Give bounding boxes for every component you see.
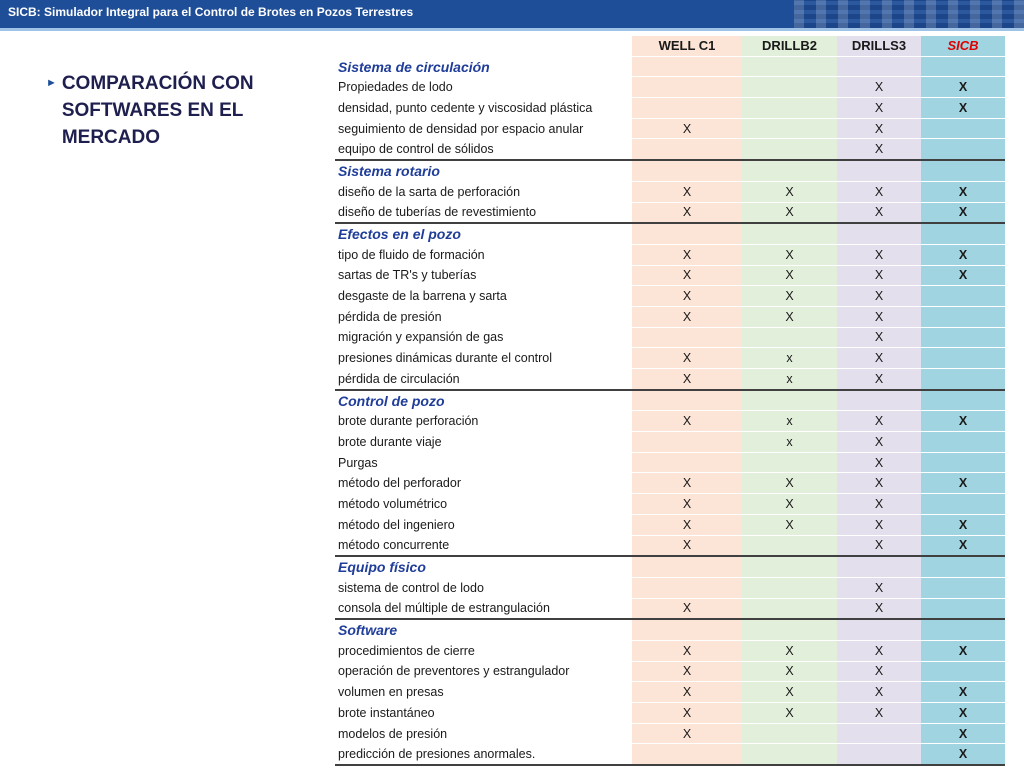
header-bar [0,0,1024,28]
column-header-sicb: SICB [921,36,1005,56]
feature-label: equipo de control de sólidos [335,139,632,160]
table-row [335,494,1005,515]
category-cell-sicb [921,223,1005,244]
mark-cell-drillb2: X [742,473,837,494]
category-row [335,619,1005,640]
mark-cell-sicb: X [921,723,1005,744]
mark-cell-drills3: X [837,202,921,223]
feature-label: diseño de la sarta de perforación [335,181,632,202]
feature-label: método concurrente [335,535,632,556]
table-row [335,327,1005,348]
mark-cell-drillb2 [742,139,837,160]
feature-label: presiones dinámicas durante el control [335,348,632,369]
mark-cell-drills3: X [837,661,921,682]
category-title: Control de pozo [335,390,632,411]
feature-label: densidad, punto cedente y viscosidad plástica [335,98,632,119]
comparison-table [335,36,1005,766]
category-cell-drills3 [837,390,921,411]
feature-label: desgaste de la barrena y sarta [335,286,632,307]
mark-cell-well-c1: X [632,306,742,327]
mark-cell-sicb: X [921,77,1005,98]
triangle-right-icon: ► [46,77,57,89]
mark-cell-well-c1 [632,432,742,453]
mark-cell-drillb2 [742,723,837,744]
mark-cell-sicb: X [921,181,1005,202]
column-header-drillb2: DRILLB2 [742,36,837,56]
feature-label: método del ingeniero [335,514,632,535]
mark-cell-sicb: X [921,535,1005,556]
mark-cell-sicb: X [921,744,1005,765]
category-cell-well-c1 [632,56,742,77]
mark-cell-drills3: X [837,473,921,494]
category-row [335,390,1005,411]
mark-cell-well-c1: X [632,661,742,682]
header-decoration [794,0,1024,28]
category-cell-drillb2 [742,556,837,577]
table-row [335,703,1005,724]
feature-label: brote durante perforación [335,411,632,432]
category-cell-drillb2 [742,390,837,411]
header-title: SICB: Simulador Integral para el Control de Brotes en Pozos Terrestres [8,5,414,19]
mark-cell-drillb2: X [742,265,837,286]
mark-cell-well-c1: X [632,265,742,286]
mark-cell-drills3: X [837,348,921,369]
mark-cell-well-c1 [632,77,742,98]
mark-cell-drills3: X [837,432,921,453]
category-row [335,56,1005,77]
mark-cell-sicb: X [921,202,1005,223]
table-row [335,535,1005,556]
mark-cell-well-c1: X [632,181,742,202]
table-row [335,118,1005,139]
mark-cell-drillb2: x [742,432,837,453]
mark-cell-drills3: X [837,139,921,160]
slide-title: COMPARACIÓN CON SOFTWARES EN EL MERCADO [61,73,254,148]
category-cell-well-c1 [632,619,742,640]
table-row [335,77,1005,98]
mark-cell-drills3: X [837,535,921,556]
category-title: Efectos en el pozo [335,223,632,244]
mark-cell-well-c1 [632,452,742,473]
feature-label: tipo de fluido de formación [335,244,632,265]
table-row [335,244,1005,265]
column-header-well-c1: WELL C1 [632,36,742,56]
category-cell-well-c1 [632,223,742,244]
category-cell-drillb2 [742,160,837,181]
category-cell-sicb [921,619,1005,640]
feature-label: brote durante viaje [335,432,632,453]
feature-label: método del perforador [335,473,632,494]
mark-cell-sicb: X [921,411,1005,432]
category-title: Sistema de circulación [335,56,632,77]
feature-label: pérdida de circulación [335,369,632,390]
mark-cell-well-c1: X [632,369,742,390]
feature-label: pérdida de presión [335,306,632,327]
category-cell-drills3 [837,160,921,181]
feature-label: operación de preventores y estrangulador [335,661,632,682]
mark-cell-sicb [921,598,1005,619]
mark-cell-drills3: X [837,411,921,432]
mark-cell-sicb [921,306,1005,327]
category-cell-sicb [921,556,1005,577]
category-title: Equipo físico [335,556,632,577]
table-row [335,682,1005,703]
mark-cell-well-c1: X [632,494,742,515]
mark-cell-well-c1: X [632,118,742,139]
table-row [335,181,1005,202]
mark-cell-sicb [921,139,1005,160]
mark-cell-drills3: X [837,244,921,265]
mark-cell-well-c1: X [632,244,742,265]
mark-cell-drills3: X [837,327,921,348]
mark-cell-drills3: X [837,369,921,390]
mark-cell-well-c1 [632,327,742,348]
category-cell-drillb2 [742,56,837,77]
table-row [335,286,1005,307]
mark-cell-drills3: X [837,452,921,473]
feature-column-header [335,36,632,56]
table-row [335,202,1005,223]
mark-cell-drills3: X [837,514,921,535]
mark-cell-well-c1 [632,744,742,765]
table-row [335,640,1005,661]
mark-cell-sicb [921,577,1005,598]
category-row [335,160,1005,181]
mark-cell-drillb2 [742,452,837,473]
header-divider [0,28,1024,31]
feature-label: sartas de TR's y tuberías [335,265,632,286]
mark-cell-drills3: X [837,703,921,724]
table-row [335,369,1005,390]
mark-cell-drills3 [837,744,921,765]
mark-cell-well-c1: X [632,514,742,535]
mark-cell-drillb2: x [742,348,837,369]
mark-cell-drillb2: X [742,202,837,223]
mark-cell-sicb: X [921,703,1005,724]
mark-cell-drillb2: X [742,682,837,703]
mark-cell-sicb [921,286,1005,307]
mark-cell-drillb2: X [742,661,837,682]
mark-cell-drills3: X [837,286,921,307]
feature-label: brote instantáneo [335,703,632,724]
category-cell-drills3 [837,556,921,577]
feature-label: Propiedades de lodo [335,77,632,98]
feature-label: seguimiento de densidad por espacio anular [335,118,632,139]
table-row [335,473,1005,494]
category-cell-drills3 [837,223,921,244]
table-row [335,98,1005,119]
mark-cell-drillb2 [742,327,837,348]
table-row [335,723,1005,744]
mark-cell-drillb2 [742,535,837,556]
mark-cell-well-c1 [632,98,742,119]
mark-cell-sicb [921,661,1005,682]
mark-cell-well-c1: X [632,723,742,744]
table-row [335,661,1005,682]
category-cell-drills3 [837,56,921,77]
mark-cell-well-c1: X [632,411,742,432]
mark-cell-drillb2: X [742,244,837,265]
feature-label: Purgas [335,452,632,473]
mark-cell-sicb: X [921,265,1005,286]
category-row [335,556,1005,577]
mark-cell-sicb: X [921,98,1005,119]
table-header-row [335,36,1005,56]
feature-label: sistema de control de lodo [335,577,632,598]
mark-cell-sicb: X [921,244,1005,265]
category-cell-sicb [921,390,1005,411]
mark-cell-drillb2 [742,598,837,619]
table-row [335,744,1005,765]
mark-cell-drills3: X [837,118,921,139]
mark-cell-drillb2: X [742,703,837,724]
mark-cell-drillb2: X [742,640,837,661]
category-cell-well-c1 [632,160,742,181]
category-row [335,223,1005,244]
category-cell-drillb2 [742,223,837,244]
mark-cell-drills3: X [837,577,921,598]
mark-cell-well-c1: X [632,703,742,724]
mark-cell-drillb2: X [742,286,837,307]
mark-cell-sicb: X [921,640,1005,661]
feature-label: consola del múltiple de estrangulación [335,598,632,619]
table-row [335,452,1005,473]
mark-cell-well-c1: X [632,682,742,703]
mark-cell-drillb2 [742,98,837,119]
feature-label: predicción de presiones anormales. [335,744,632,765]
mark-cell-well-c1 [632,577,742,598]
mark-cell-drillb2: X [742,181,837,202]
category-cell-drillb2 [742,619,837,640]
feature-label: método volumétrico [335,494,632,515]
mark-cell-drills3: X [837,598,921,619]
table-row [335,577,1005,598]
feature-label: migración y expansión de gas [335,327,632,348]
mark-cell-drillb2: x [742,411,837,432]
mark-cell-drillb2 [742,77,837,98]
mark-cell-drills3: X [837,682,921,703]
mark-cell-drillb2 [742,118,837,139]
table-body [335,56,1005,765]
column-header-drills3: DRILLS3 [837,36,921,56]
mark-cell-drills3: X [837,306,921,327]
mark-cell-sicb: X [921,682,1005,703]
mark-cell-well-c1: X [632,598,742,619]
mark-cell-sicb [921,118,1005,139]
mark-cell-drills3: X [837,640,921,661]
mark-cell-well-c1: X [632,286,742,307]
slide-bullet [46,70,316,151]
mark-cell-sicb: X [921,514,1005,535]
category-cell-well-c1 [632,390,742,411]
mark-cell-sicb [921,348,1005,369]
mark-cell-drillb2: x [742,369,837,390]
mark-cell-drills3 [837,723,921,744]
table-row [335,432,1005,453]
table-row [335,348,1005,369]
mark-cell-sicb [921,327,1005,348]
mark-cell-drillb2: X [742,494,837,515]
mark-cell-well-c1 [632,139,742,160]
table-row [335,514,1005,535]
mark-cell-well-c1: X [632,348,742,369]
category-cell-sicb [921,56,1005,77]
mark-cell-well-c1: X [632,640,742,661]
table-row [335,306,1005,327]
mark-cell-sicb: X [921,473,1005,494]
table-row [335,598,1005,619]
feature-label: procedimientos de cierre [335,640,632,661]
mark-cell-drills3: X [837,98,921,119]
mark-cell-drills3: X [837,77,921,98]
table-row [335,139,1005,160]
table-row [335,411,1005,432]
table-row [335,265,1005,286]
mark-cell-well-c1: X [632,473,742,494]
category-cell-drills3 [837,619,921,640]
mark-cell-drillb2 [742,577,837,598]
mark-cell-sicb [921,452,1005,473]
feature-label: diseño de tuberías de revestimiento [335,202,632,223]
feature-label: volumen en presas [335,682,632,703]
mark-cell-drillb2: X [742,306,837,327]
category-title: Software [335,619,632,640]
mark-cell-sicb [921,369,1005,390]
mark-cell-sicb [921,432,1005,453]
feature-label: modelos de presión [335,723,632,744]
mark-cell-well-c1: X [632,202,742,223]
mark-cell-drills3: X [837,265,921,286]
category-title: Sistema rotario [335,160,632,181]
mark-cell-drills3: X [837,181,921,202]
mark-cell-drillb2: X [742,514,837,535]
mark-cell-drillb2 [742,744,837,765]
mark-cell-sicb [921,494,1005,515]
category-cell-well-c1 [632,556,742,577]
mark-cell-drills3: X [837,494,921,515]
mark-cell-well-c1: X [632,535,742,556]
category-cell-sicb [921,160,1005,181]
